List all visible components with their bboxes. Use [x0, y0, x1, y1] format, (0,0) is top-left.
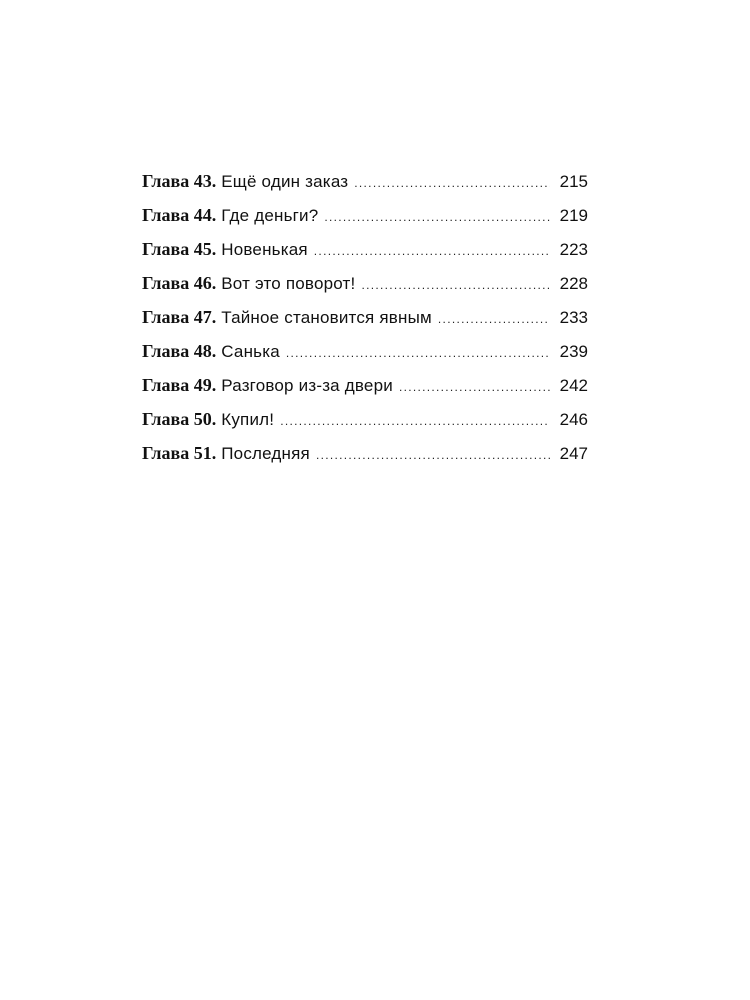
chapter-title: Санька: [221, 342, 280, 361]
chapter-label: Глава 47.: [142, 307, 217, 327]
page-number: 242: [559, 376, 588, 395]
page-number: 246: [559, 410, 588, 429]
toc-entry: [142, 171, 588, 205]
page-number: 219: [559, 206, 588, 225]
table-of-contents: [142, 171, 588, 477]
chapter-label: Глава 51.: [142, 443, 217, 463]
page-number: 247: [559, 444, 588, 463]
toc-entry: [142, 375, 588, 409]
dot-leader: [399, 380, 550, 394]
chapter-title: Вот это поворот!: [221, 274, 356, 293]
page-number: 228: [559, 274, 588, 293]
chapter-title: Тайное становится явным: [221, 308, 432, 327]
dot-leader: [286, 346, 550, 360]
chapter-title: Где деньги?: [221, 206, 319, 225]
toc-entry: [142, 341, 588, 375]
chapter-label: Глава 48.: [142, 341, 217, 361]
toc-entry: [142, 205, 588, 239]
dot-leader: [324, 210, 550, 224]
dot-leader: [316, 448, 550, 462]
page-number: 215: [559, 172, 588, 191]
dot-leader: [354, 176, 550, 190]
chapter-title: Последняя: [221, 444, 310, 463]
chapter-title: Купил!: [221, 410, 275, 429]
page-number: 233: [559, 308, 588, 327]
toc-entry: [142, 443, 588, 477]
page-number: 239: [559, 342, 588, 361]
toc-entry: [142, 273, 588, 307]
chapter-title: Новенькая: [221, 240, 308, 259]
chapter-title: Ещё один заказ: [221, 172, 349, 191]
dot-leader: [361, 278, 550, 292]
chapter-label: Глава 45.: [142, 239, 217, 259]
chapter-label: Глава 46.: [142, 273, 217, 293]
chapter-label: Глава 50.: [142, 409, 217, 429]
chapter-label: Глава 44.: [142, 205, 217, 225]
page-number: 223: [559, 240, 588, 259]
toc-entry: [142, 409, 588, 443]
toc-entry: [142, 239, 588, 273]
dot-leader: [438, 312, 550, 326]
dot-leader: [280, 414, 550, 428]
chapter-label: Глава 43.: [142, 171, 217, 191]
toc-entry: [142, 307, 588, 341]
dot-leader: [314, 244, 550, 258]
chapter-label: Глава 49.: [142, 375, 217, 395]
chapter-title: Разговор из-за двери: [221, 376, 393, 395]
